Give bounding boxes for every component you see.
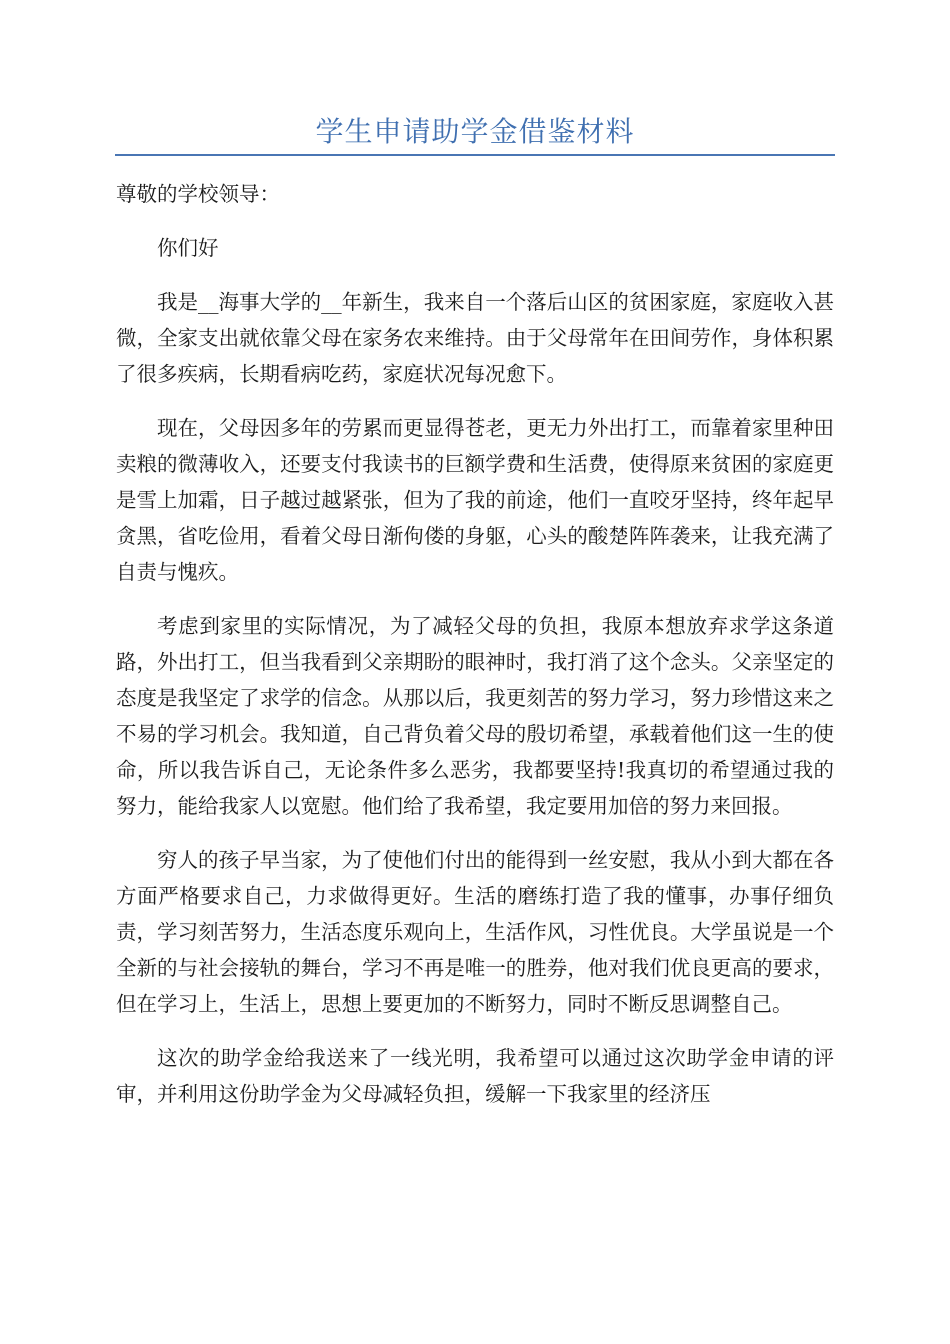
document-body	[116, 176, 834, 1130]
paragraph-determination: 考虑到家里的实际情况，为了减轻父母的负担，我原本想放弃求学这条道路，外出打工，但当我看到父亲期盼的眼神时，我打消了这个念头。父亲坚定的态度是我坚定了求学的信念。从那以后，我更刻苦的努力学习，努力珍惜这来之不易的学习机会。我知道，自己背负着父母的殷切希望，承载着他们这一生的使命，所以我告诉自己，无论条件多么恶劣，我都要坚持!我真切的希望通过我的努力，能给我家人以宽慰。他们给了我希望，我定要用加倍的努力来回报。	[116, 614, 834, 818]
paragraph-family-situation: 现在，父母因多年的劳累而更显得苍老，更无力外出打工，而靠着家里种田卖粮的微薄收入，还要支付我读书的巨额学费和生活费，使得原来贫困的家庭更是雪上加霜，日子越过越紧张，但为了我的前途，他们一直咬牙坚持，终年起早贪黑，省吃俭用，看着父母日渐佝偻的身躯，心头的酸楚阵阵袭来，让我充满了自责与愧疚。	[116, 416, 834, 584]
paragraph-greeting: 你们好	[157, 236, 219, 260]
salutation: 尊敬的学校领导：	[116, 182, 280, 206]
paragraph-request: 这次的助学金给我送来了一线光明，我希望可以通过这次助学金申请的评审，并利用这份助学金为父母减轻负担，缓解一下我家里的经济压	[116, 1046, 834, 1106]
document-title: 学生申请助学金借鉴材料	[315, 115, 635, 148]
paragraph-introduction: 我是__海事大学的__年新生，我来自一个落后山区的贫困家庭，家庭收入甚微，全家支出就依靠父母在家务农来维持。由于父母常年在田间劳作，身体积累了很多疾病，长期看病吃药，家庭状况每况愈下。	[116, 290, 834, 386]
title-underline	[115, 154, 835, 156]
paragraph-self-discipline: 穷人的孩子早当家，为了使他们付出的能得到一丝安慰，我从小到大都在各方面严格要求自己，力求做得更好。生活的磨练打造了我的懂事，办事仔细负责，学习刻苦努力，生活态度乐观向上，生活作风，习性优良。大学虽说是一个全新的与社会接轨的舞台，学习不再是唯一的胜券，他对我们优良更高的要求，但在学习上，生活上，思想上要更加的不断努力，同时不断反思调整自己。	[116, 848, 834, 1016]
